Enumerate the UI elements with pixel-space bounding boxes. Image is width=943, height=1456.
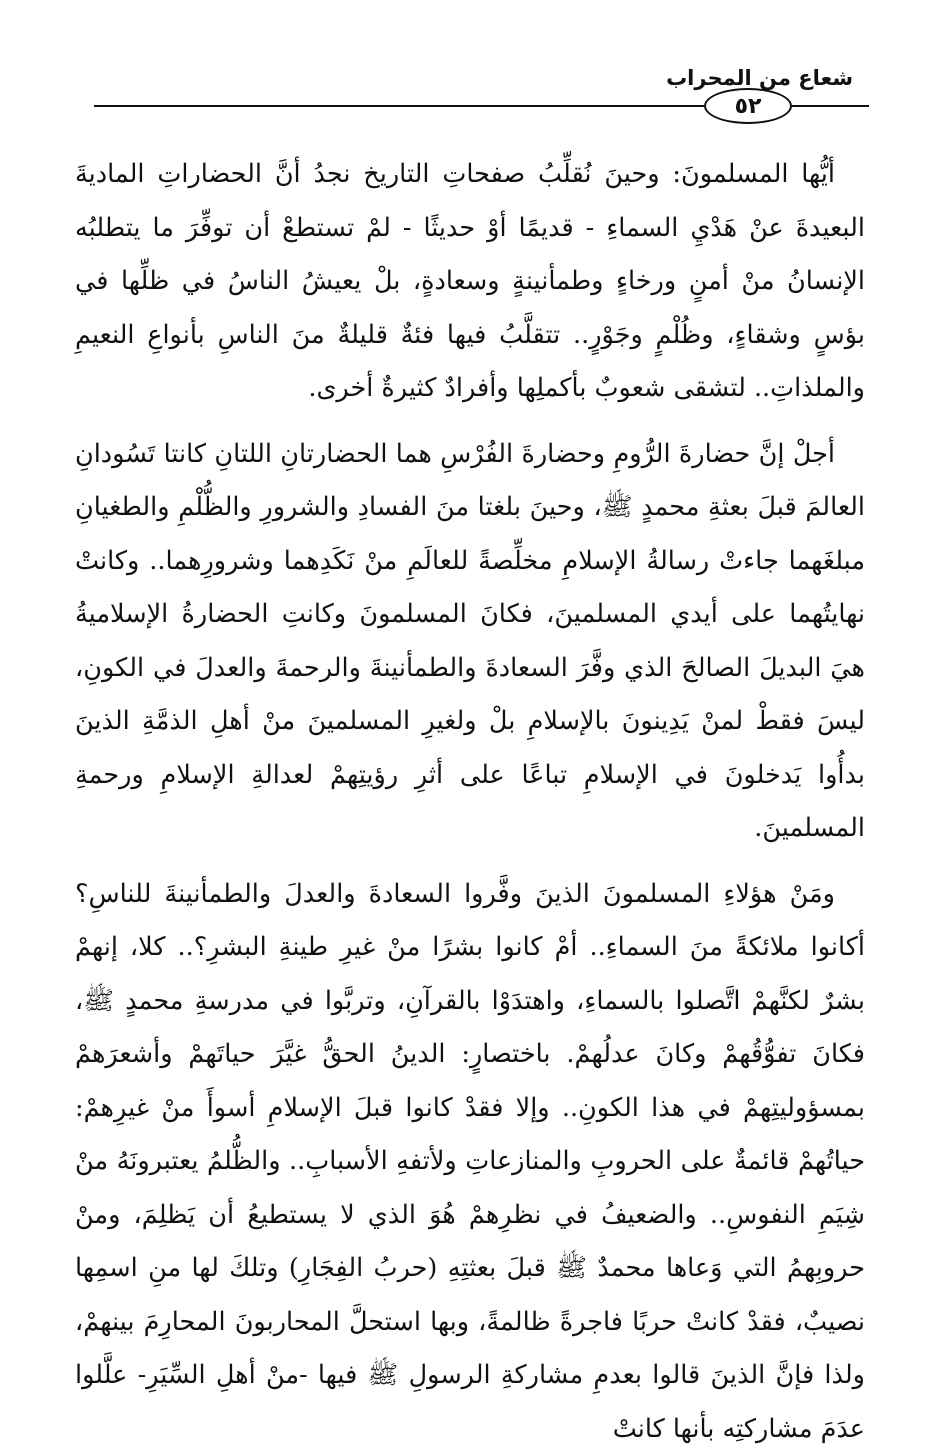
- paragraph-1: أيُّها المسلمونَ: وحينَ نُقلِّبُ صفحاتِ التاريخ نجدُ أنَّ الحضاراتِ الماديةَ البعيدةَ عنْ هَدْيِ السماءِ - قديمًا أوْ حديثًا - لمْ تستطعْ أن توفِّرَ ما يتطلبُه الإنسانُ منْ أمنٍ ورخاءٍ وطمأنينةٍ وسعادةٍ، بلْ يعيشُ الناسُ في ظلِّها في بؤسٍ وشقاءٍ، وظُلْمٍ وجَوْرٍ.. تتقلَّبُ فيها فئةٌ قليلةٌ منَ الناسِ بأنواعِ النعيمِ والملذاتِ.. لتشقى شعوبٌ بأكملِها وأفرادٌ كثيرةٌ أخرى.: [75, 148, 865, 416]
- page-number: ٥٢: [735, 94, 762, 119]
- header-rule-right: [792, 105, 869, 107]
- page-number-badge: [704, 88, 792, 124]
- paragraph-3: ومَنْ هؤلاءِ المسلمونَ الذينَ وفَّروا السعادةَ والعدلَ والطمأنينةَ للناسِ؟ أكانوا ملائكةً منَ السماءِ.. أمْ كانوا بشرًا منْ غيرِ طينةِ البشرِ؟.. كلا، إنهمْ بشرٌ لكنَّهمْ اتَّصلوا بالسماءِ، واهتدَوْا بالقرآنِ، وتربَّوا في مدرسةِ محمدٍ ﷺ، فكانَ تفوُّقُهمْ وكانَ عدلُهمْ. باختصارٍ: الدينُ الحقُّ غيَّرَ حياتَهمْ وأشعرَهمْ بمسؤوليتِهمْ في هذا الكونِ.. وإلا فقدْ كانوا قبلَ الإسلامِ أسوأَ منْ غيرِهمْ: حياتُهمْ قائمةٌ على الحروبِ والمنازعاتِ ولأتفهِ الأسبابِ.. والظُّلمُ يعتبرونَهُ منْ شِيَمِ النفوسِ.. والضعيفُ في نظرِهمْ هُوَ الذي لا يستطيعُ أن يَظلِمَ، ومنْ حروبِهمُ التي وَعاها محمدٌ ﷺ قبلَ بعثتِهِ (حربُ الفِجَارِ) وتلكَ لها منِ اسمِها نصيبٌ، فقدْ كانتْ حربًا فاجرةً ظالمةً، وبها استحلَّ المحاربونَ المحارِمَ بينهمْ، ولذا فإنَّ الذينَ قالوا بعدمِ مشاركةِ الرسولِ ﷺ فيها -منْ أهلِ السِّيَرِ- علَّلوا عدَمَ مشاركتِه بأنها كانتْ: [75, 868, 865, 1456]
- body-text: [75, 148, 865, 1456]
- paragraph-2: أجلْ إنَّ حضارةَ الرُّومِ وحضارةَ الفُرْسِ هما الحضارتانِ اللتانِ كانتا تَسُودانِ العالمَ قبلَ بعثةِ محمدٍ ﷺ، وحينَ بلغتا منَ الفسادِ والشرورِ والظُّلْمِ والطغيانِ مبلغَهما جاءتْ رسالةُ الإسلامِ مخلِّصةً للعالَمِ منْ نَكَدِهما وشرورِهما.. وكانتْ نهايتُهما على أيدي المسلمينَ، فكانَ المسلمونَ وكانتِ الحضارةُ الإسلاميةُ هيَ البديلَ الصالحَ الذي وفَّرَ السعادةَ والطمأنينةَ والرحمةَ والعدلَ في الكونِ، ليسَ فقطْ لمنْ يَدِينونَ بالإسلامِ بلْ ولغيرِ المسلمينَ منْ أهلِ الذمَّةِ الذينَ بدأُوا يَدخلونَ في الإسلامِ تباعًا على أثرِ رؤيتِهمْ لعدالةِ الإسلامِ ورحمةِ المسلمينَ.: [75, 428, 865, 856]
- book-title: شعاع من المحراب: [666, 66, 853, 90]
- header-rule-left: [94, 105, 704, 107]
